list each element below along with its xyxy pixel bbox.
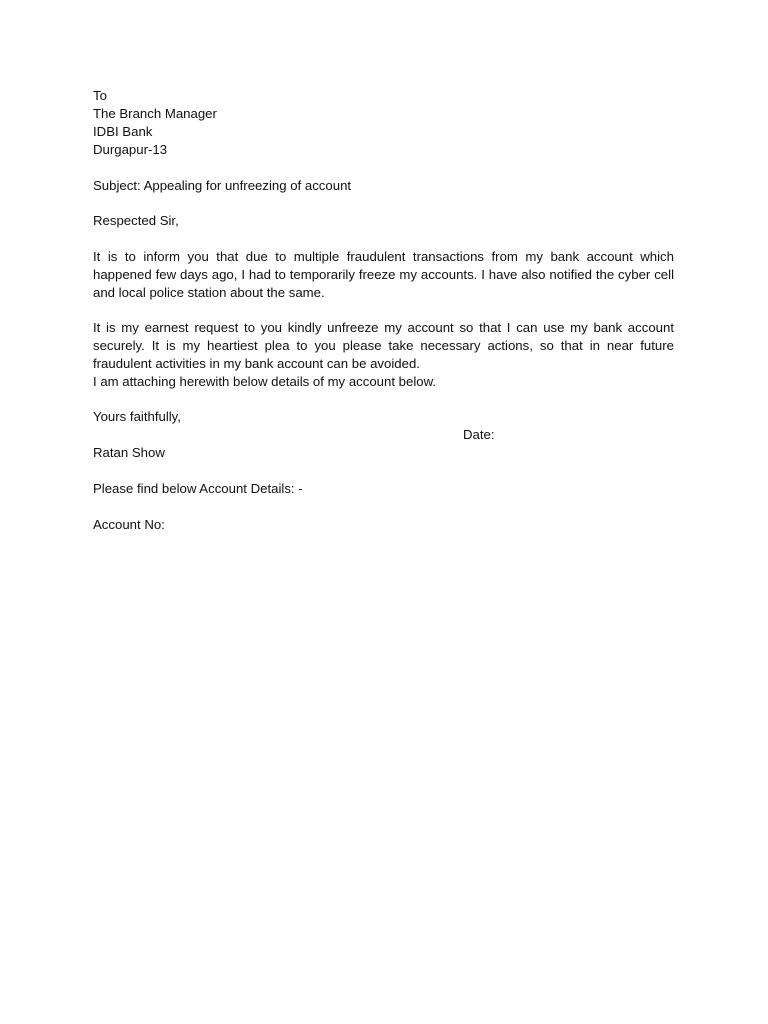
address-line-bank: IDBI Bank bbox=[93, 123, 153, 139]
account-number-label: Account No: bbox=[93, 517, 165, 532]
signature-name: Ratan Show bbox=[93, 445, 165, 460]
subject-text: Subject: Appealing for unfreezing of account bbox=[93, 178, 352, 193]
account-number-field bbox=[93, 516, 674, 534]
recipient-address bbox=[93, 87, 674, 159]
address-line-to: To bbox=[93, 88, 107, 103]
account-details-intro-text: Please find below Account Details: - bbox=[93, 481, 303, 496]
date-label: Date: bbox=[463, 427, 495, 442]
body-paragraph-2: It is my earnest request to you kindly unfreeze my account so that I can use my bank account securely. It is my heartiest plea to you please take necessary actions, so that in near future fraudulent activities in my bank account can be avoided. bbox=[93, 320, 674, 371]
letter-signature bbox=[93, 444, 674, 462]
closing-text: Yours faithfully, bbox=[93, 409, 181, 424]
address-line-city: Durgapur-13 bbox=[93, 141, 168, 157]
letter-closing bbox=[93, 408, 674, 426]
salutation-text: Respected Sir, bbox=[93, 213, 179, 228]
body-paragraph-1: It is to inform you that due to multiple fraudulent transactions from my bank account which happened few days ago, I had to temporarily freeze my accounts. I have also notified the cyber cell and local police station about the same. bbox=[93, 249, 674, 300]
body-paragraph-2-group bbox=[93, 319, 674, 391]
letter-salutation bbox=[93, 212, 674, 230]
account-details-intro bbox=[93, 480, 674, 498]
address-line-recipient: The Branch Manager bbox=[93, 105, 217, 121]
attachment-line: I am attaching herewith below details of my account below. bbox=[93, 373, 437, 389]
letter-subject bbox=[93, 177, 674, 195]
